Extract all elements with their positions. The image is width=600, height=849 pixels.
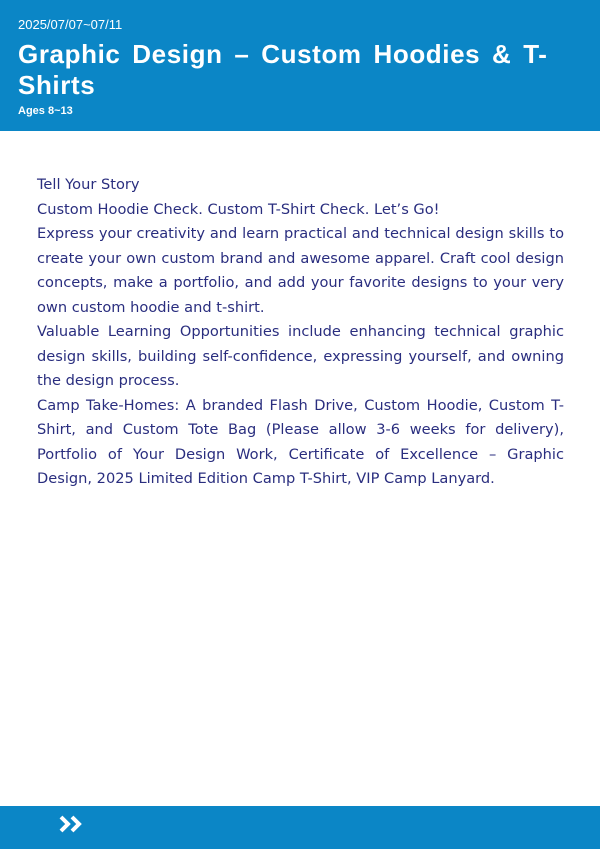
footer-bar — [0, 806, 600, 849]
section-heading: Tell Your Story — [37, 176, 140, 193]
learning-opportunities-paragraph: Valuable Learning Opportunities include enhancing technical graphic design skills, building self-confidence, expressing yourself, and owning the design process. — [37, 323, 564, 389]
tagline: Custom Hoodie Check. Custom T-Shirt Check. Let’s Go! — [37, 200, 440, 218]
header-banner — [0, 0, 600, 131]
description-body — [37, 173, 564, 492]
age-range: Ages 8~13 — [18, 105, 73, 117]
description-paragraph: Express your creativity and learn practical and technical design skills to create your own custom brand and awesome apparel. Craft cool design concepts, make a portfolio, and add your favorite designs to your very own custom hoodie and t-shirt. — [37, 225, 564, 316]
double-chevron-right-icon — [58, 815, 86, 833]
camp-date: 2025/07/07~07/11 — [18, 17, 123, 32]
page-title: Graphic Design – Custom Hoodies & T-Shirts — [18, 39, 548, 100]
take-homes-paragraph: Camp Take-Homes: A branded Flash Drive, Custom Hoodie, Custom T-Shirt, and Custom Tote Bag (Please allow 3-6 weeks for delivery), Portfolio of Your Design Work, Certificate of Excellence – Graphic Design, 2025 Limited Edition Camp T-Shirt, VIP Camp Lanyard. — [37, 396, 564, 487]
